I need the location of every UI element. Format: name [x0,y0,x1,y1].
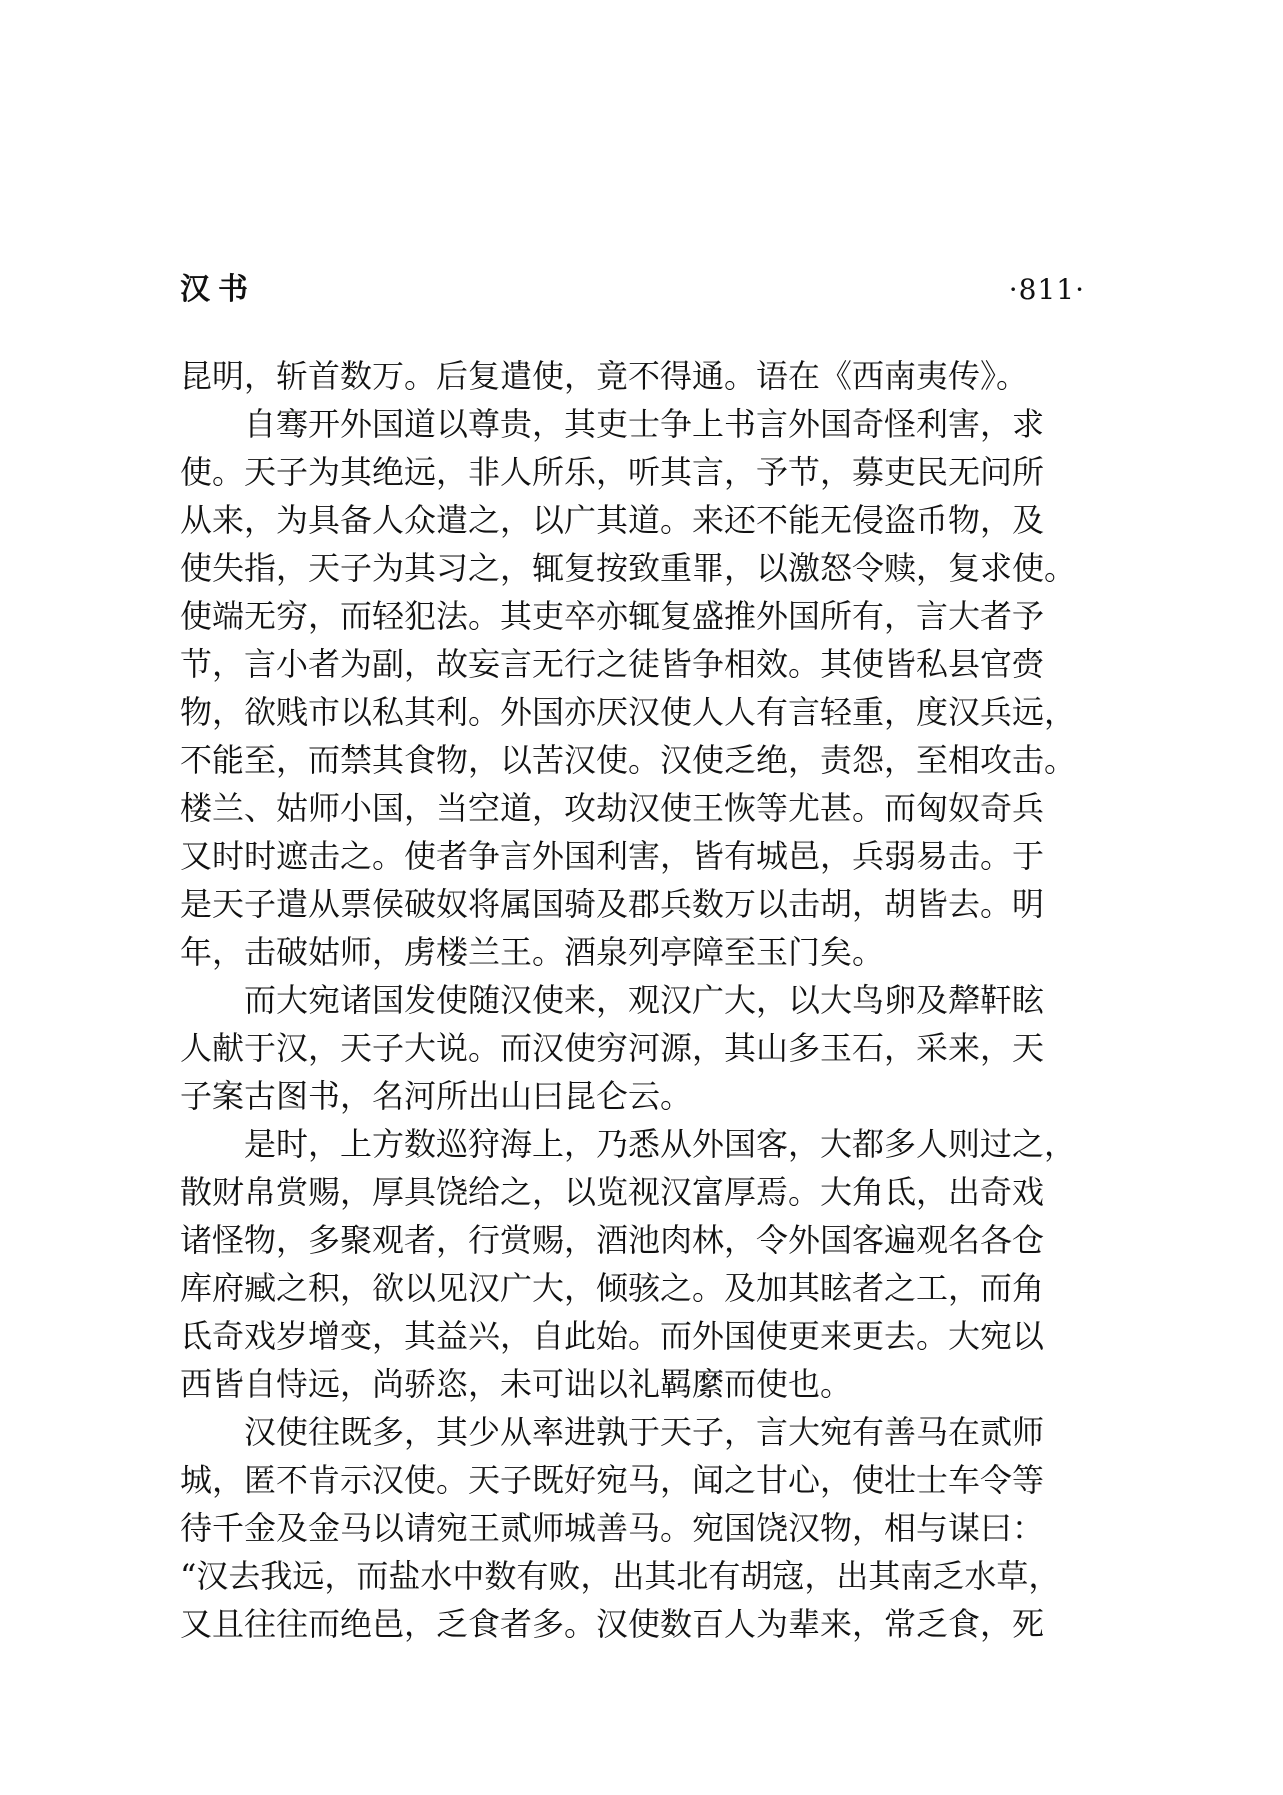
text-line: 城，匿不肯示汉使。天子既好宛马，闻之甘心，使壮士车令等 [180,1461,1045,1499]
text-line: 氐奇戏岁增变，其益兴，自此始。而外国使更来更去。大宛以 [180,1317,1045,1355]
text-line: 节，言小者为副，故妄言无行之徒皆争相效。其使皆私县官赍 [180,645,1045,683]
paragraph-first-line: 汉使往既多，其少从率进孰于天子，言大宛有善马在贰师 [244,1413,1045,1451]
text-line: 是天子遣从票侯破奴将属国骑及郡兵数万以击胡，胡皆去。明 [180,885,1045,923]
text-line: 又且往往而绝邑，乏食者多。汉使数百人为辈来，常乏食，死 [180,1605,1045,1643]
running-header [180,270,1085,310]
text-line: 又时时遮击之。使者争言外国利害，皆有城邑，兵弱易击。于 [180,837,1045,875]
text-line: 使失指，天子为其习之，辄复按致重罪，以激怒令赎，复求使。 [180,549,1077,587]
text-line: 西皆自恃远，尚骄恣，未可诎以礼羁縻而使也。 [180,1365,853,1403]
text-line: 人献于汉，天子大说。而汉使穷河源，其山多玉石，采来，天 [180,1029,1045,1067]
paragraph-first-line: 是时，上方数巡狩海上，乃悉从外国客，大都多人则过之， [244,1125,1077,1163]
text-line: 使端无穷，而轻犯法。其吏卒亦辄复盛推外国所有，言大者予 [180,597,1045,635]
body-text [180,352,1085,1648]
paragraph-first-line: 自骞开外国道以尊贵，其吏士争上书言外国奇怪利害，求 [244,405,1045,443]
text-line: 年，击破姑师，虏楼兰王。酒泉列亭障至玉门矣。 [180,933,885,971]
text-line: 使。天子为其绝远，非人所乐，听其言，予节，募吏民无问所 [180,453,1045,491]
text-line: 散财帛赏赐，厚具饶给之，以览视汉富厚焉。大角氐，出奇戏 [180,1173,1045,1211]
page-number: ·811· [1008,273,1085,306]
text-line: 从来，为具备人众遣之，以广其道。来还不能无侵盗币物，及 [180,501,1045,539]
text-line: 库府臧之积，欲以见汉广大，倾骇之。及加其眩者之工，而角 [180,1269,1045,1307]
text-line: 物，欲贱市以私其利。外国亦厌汉使人人有言轻重，度汉兵远， [180,693,1077,731]
text-line: 诸怪物，多聚观者，行赏赐，酒池肉林，令外国客遍观名各仓 [180,1221,1045,1259]
text-line: 昆明，斩首数万。后复遣使，竟不得通。语在《西南夷传》。 [180,357,1029,395]
book-title: 汉书 [180,272,256,307]
text-line: 待千金及金马以请宛王贰师城善马。宛国饶汉物，相与谋曰： [180,1509,1045,1547]
paragraph-first-line: 而大宛诸国发使随汉使来，观汉广大，以大鸟卵及犛靬眩 [244,981,1045,1019]
text-line: 不能至，而禁其食物，以苦汉使。汉使乏绝，责怨，至相攻击。 [180,741,1077,779]
text-line: “汉去我远，而盐水中数有败，出其北有胡寇，出其南乏水草， [180,1557,1061,1595]
text-line: 子案古图书，名河所出山曰昆仑云。 [180,1077,693,1115]
text-line: 楼兰、姑师小国，当空道，攻劫汉使王恢等尤甚。而匈奴奇兵 [180,789,1045,827]
